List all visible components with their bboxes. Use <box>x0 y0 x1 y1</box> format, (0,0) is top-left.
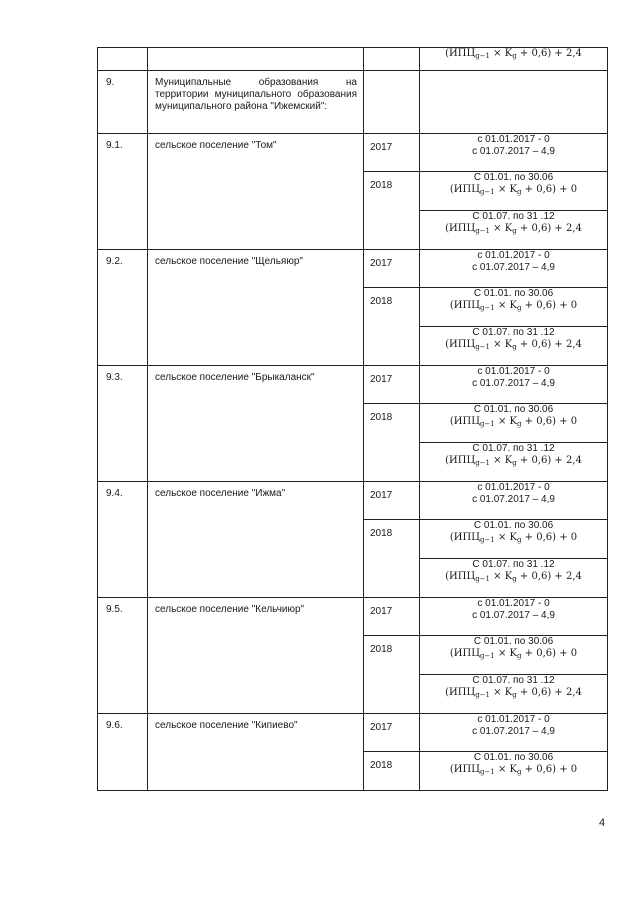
row-number: 9.6. <box>106 720 123 731</box>
year-label: 2018 <box>370 180 393 191</box>
rate-2017-line1: с 01.01.2017 - 0 <box>477 598 550 609</box>
section-heading: Муниципальные образования на территории муниципального образования муниципального района "Ижемский": <box>155 77 357 112</box>
formula-text: $(ИПЦ_{g-1} \times K_g + 0,6) + 2,4$ <box>445 687 582 699</box>
settlement-name: сельское поселение "Ижма" <box>155 488 286 499</box>
year-label: 2017 <box>370 606 393 617</box>
row-number: 9. <box>106 77 115 88</box>
year-label: 2017 <box>370 142 393 153</box>
rate-2017-line1: с 01.01.2017 - 0 <box>477 250 550 261</box>
year-label: 2017 <box>370 490 393 501</box>
table-row <box>98 482 608 520</box>
formula-text: $(ИПЦ_{g-1} \times K_g + 0,6) + 2,4$ <box>445 571 582 583</box>
row-number: 9.2. <box>106 256 123 267</box>
table-row <box>98 71 608 134</box>
rate-2017-line2: с 01.07.2017 – 4,9 <box>472 262 555 273</box>
period-first-half: С 01.01. по 30.06 <box>473 288 554 299</box>
table-row <box>98 714 608 752</box>
settlement-name: сельское поселение "Кельчиюр" <box>155 604 305 615</box>
row-number: 9.5. <box>106 604 123 615</box>
period-second-half: С 01.07. по 31 .12 <box>472 675 555 686</box>
formula-text: $(ИПЦ_{g-1} \times K_g + 0,6) + 0$ <box>449 416 578 428</box>
formula-text: $(ИПЦ_{g-1} \times K_g + 0,6) + 0$ <box>449 532 578 544</box>
period-first-half: С 01.01. по 30.06 <box>473 520 554 531</box>
period-first-half: С 01.01. по 30.06 <box>473 752 554 763</box>
year-label: 2017 <box>370 258 393 269</box>
year-label: 2017 <box>370 374 393 385</box>
tariff-table <box>97 47 608 791</box>
formula-text: $(ИПЦ_{g-1} \times K_g + 0,6) + 0$ <box>449 184 578 196</box>
formula-text: $(ИПЦ_{g-1} \times K_g + 0,6) + 2,4$ <box>445 48 582 60</box>
period-second-half: С 01.07. по 31 .12 <box>472 559 555 570</box>
settlement-name: сельское поселение "Кипиево" <box>155 720 298 731</box>
row-number: 9.1. <box>106 140 123 151</box>
formula-text: $(ИПЦ_{g-1} \times K_g + 0,6) + 2,4$ <box>445 455 582 467</box>
period-second-half: С 01.07. по 31 .12 <box>472 443 555 454</box>
year-label: 2018 <box>370 296 393 307</box>
rate-2017-line1: с 01.01.2017 - 0 <box>477 482 550 493</box>
formula-text: $(ИПЦ_{g-1} \times K_g + 0,6) + 0$ <box>449 300 578 312</box>
table-row <box>98 366 608 404</box>
year-label: 2017 <box>370 722 393 733</box>
formula-text: $(ИПЦ_{g-1} \times K_g + 0,6) + 2,4$ <box>445 339 582 351</box>
period-first-half: С 01.01. по 30.06 <box>473 404 554 415</box>
settlement-name: сельское поселение "Щельяюр" <box>155 256 303 267</box>
table-row <box>98 250 608 288</box>
rate-2017-line1: с 01.01.2017 - 0 <box>477 366 550 377</box>
rate-2017-line2: с 01.07.2017 – 4,9 <box>472 378 555 389</box>
page-number: 4 <box>599 817 606 829</box>
rate-2017-line2: с 01.07.2017 – 4,9 <box>472 494 555 505</box>
row-number: 9.4. <box>106 488 123 499</box>
period-second-half: С 01.07. по 31 .12 <box>472 327 555 338</box>
year-label: 2018 <box>370 412 393 423</box>
settlement-name: сельское поселение "Брыкаланск" <box>155 372 315 383</box>
year-label: 2018 <box>370 528 393 539</box>
table-row <box>98 598 608 636</box>
rate-2017-line2: с 01.07.2017 – 4,9 <box>472 146 555 157</box>
formula-text: $(ИПЦ_{g-1} \times K_g + 0,6) + 0$ <box>449 764 578 776</box>
table-row <box>98 48 608 71</box>
rate-2017-line1: с 01.01.2017 - 0 <box>477 714 550 725</box>
period-second-half: С 01.07. по 31 .12 <box>472 211 555 222</box>
rate-2017-line2: с 01.07.2017 – 4,9 <box>472 610 555 621</box>
formula-text: $(ИПЦ_{g-1} \times K_g + 0,6) + 0$ <box>449 648 578 660</box>
year-label: 2018 <box>370 760 393 771</box>
row-number: 9.3. <box>106 372 123 383</box>
rate-2017-line1: с 01.01.2017 - 0 <box>477 134 550 145</box>
table-row <box>98 134 608 172</box>
settlement-name: сельское поселение "Том" <box>155 140 277 151</box>
year-label: 2018 <box>370 644 393 655</box>
period-first-half: С 01.01. по 30.06 <box>473 636 554 647</box>
rate-2017-line2: с 01.07.2017 – 4,9 <box>472 726 555 737</box>
period-first-half: С 01.01. по 30.06 <box>473 172 554 183</box>
formula-text: $(ИПЦ_{g-1} \times K_g + 0,6) + 2,4$ <box>445 223 582 235</box>
